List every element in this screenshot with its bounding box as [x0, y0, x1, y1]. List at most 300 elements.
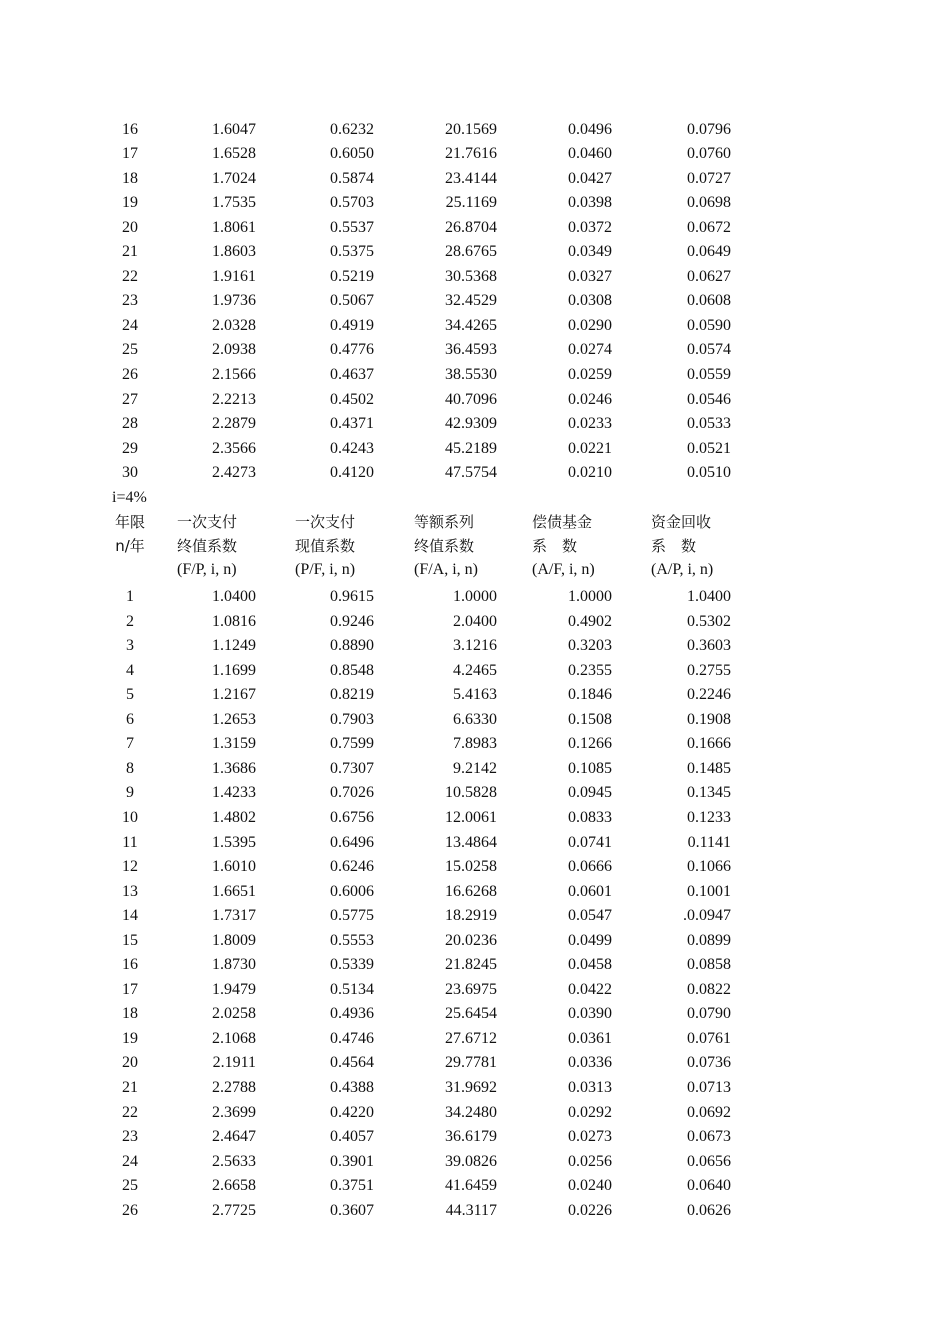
- ap-cell: 0.0559: [687, 366, 731, 383]
- col-header-ap-sub: 系 数: [651, 537, 697, 555]
- year-cell: 30: [122, 464, 138, 482]
- col-header-ap: 资金回收: [651, 513, 712, 531]
- year-cell: 9: [126, 784, 134, 802]
- pf-cell: 0.5874: [330, 169, 374, 187]
- fp-cell: 2.2213: [212, 390, 256, 408]
- fp-cell: 1.1249: [212, 637, 256, 655]
- fp-cell: 2.6658: [212, 1177, 256, 1195]
- pf-cell: 0.4776: [330, 341, 374, 359]
- ap-cell: 0.0627: [687, 267, 731, 285]
- fp-cell: 1.7317: [212, 907, 256, 925]
- ap-cell: 0.0672: [687, 218, 731, 236]
- fa-cell: 6.6330: [453, 710, 497, 728]
- af-cell: 0.0274: [568, 341, 612, 359]
- af-cell: 0.0290: [568, 316, 612, 334]
- fp-cell: 1.9736: [212, 292, 256, 310]
- af-cell: 0.0313: [568, 1079, 612, 1096]
- table-row: [0, 659, 950, 683]
- fa-cell: 2.0400: [453, 612, 497, 630]
- af-cell: 0.1266: [568, 735, 612, 753]
- pf-cell: 0.7903: [330, 710, 374, 728]
- fa-cell: 47.5754: [445, 464, 497, 482]
- pf-cell: 0.7599: [330, 735, 374, 753]
- fa-cell: 32.4529: [445, 292, 497, 310]
- af-cell: 0.0226: [568, 1201, 612, 1219]
- year-cell: 20: [122, 218, 138, 236]
- table-row: [0, 953, 950, 977]
- fp-cell: 2.1068: [212, 1029, 256, 1047]
- year-cell: 12: [122, 858, 138, 876]
- table-row: [0, 412, 950, 436]
- fp-cell: 1.0816: [212, 612, 256, 630]
- pf-cell: 0.4502: [330, 390, 374, 408]
- ap-cell: .0.0947: [683, 907, 731, 925]
- table-row: [0, 216, 950, 240]
- pf-cell: 0.4243: [330, 439, 374, 457]
- ap-cell: 0.0546: [687, 390, 731, 408]
- pf-cell: 0.5375: [330, 243, 374, 261]
- pf-cell: 0.8548: [330, 661, 374, 679]
- fa-cell: 34.4265: [445, 316, 497, 334]
- fa-cell: 20.0236: [445, 931, 497, 949]
- table-row: [0, 585, 950, 609]
- col-header-pf: 一次支付: [295, 513, 356, 531]
- col-header-fa-formula: (F/A, i, n): [414, 561, 478, 578]
- year-cell: 24: [122, 316, 138, 334]
- fa-cell: 25.6454: [445, 1005, 497, 1023]
- table-row: [0, 978, 950, 1002]
- ap-cell: 0.0698: [687, 194, 731, 212]
- ap-cell: 0.1233: [687, 808, 731, 826]
- year-cell: 21: [122, 1079, 138, 1096]
- table-row: [0, 1101, 950, 1125]
- pf-cell: 0.4388: [330, 1079, 374, 1096]
- year-cell: 4: [126, 661, 134, 679]
- year-cell: 26: [122, 366, 138, 383]
- table-row: [0, 1174, 950, 1198]
- year-cell: 23: [122, 292, 138, 310]
- fa-cell: 25.1169: [445, 194, 497, 212]
- table-row: [0, 831, 950, 855]
- af-cell: 0.0256: [568, 1152, 612, 1170]
- af-cell: 0.0945: [568, 784, 612, 802]
- year-cell: 25: [122, 1177, 138, 1195]
- fa-cell: 42.9309: [445, 415, 497, 433]
- fa-cell: 31.9692: [445, 1079, 497, 1096]
- table-row: [0, 167, 950, 191]
- af-cell: 0.0246: [568, 390, 612, 408]
- table-row: [0, 929, 950, 953]
- table-row: [0, 757, 950, 781]
- fp-cell: 2.1911: [212, 1054, 256, 1072]
- year-cell: 25: [122, 341, 138, 359]
- af-cell: 0.0458: [568, 956, 612, 974]
- fp-cell: 1.1699: [212, 661, 256, 679]
- ap-cell: 0.0760: [687, 145, 731, 163]
- ap-cell: 0.0692: [687, 1103, 731, 1121]
- table-row: [0, 855, 950, 879]
- pf-cell: 0.5134: [330, 980, 374, 998]
- ap-cell: 0.0649: [687, 243, 731, 261]
- fp-cell: 1.6528: [212, 145, 256, 163]
- af-cell: 0.0422: [568, 980, 612, 998]
- ap-cell: 0.1141: [687, 833, 731, 851]
- table-row: [0, 338, 950, 362]
- fa-cell: 13.4864: [445, 833, 497, 851]
- fp-cell: 2.5633: [212, 1152, 256, 1170]
- fp-cell: 2.3566: [212, 439, 256, 457]
- ap-cell: 0.1908: [687, 710, 731, 728]
- pf-cell: 0.7307: [330, 759, 374, 777]
- af-cell: 0.0741: [568, 833, 612, 851]
- af-cell: 0.0601: [568, 882, 612, 900]
- col-header-fp: 一次支付: [177, 513, 238, 531]
- pf-cell: 0.6756: [330, 808, 374, 826]
- pf-cell: 0.8219: [330, 686, 374, 704]
- af-cell: 0.0221: [568, 439, 612, 457]
- year-cell: 16: [122, 120, 138, 138]
- table-row: [0, 437, 950, 461]
- fa-cell: 20.1569: [445, 120, 497, 138]
- ap-cell: 0.0790: [687, 1005, 731, 1023]
- ap-cell: 0.0608: [687, 292, 731, 310]
- fa-cell: 3.1216: [453, 637, 497, 655]
- fa-cell: 4.2465: [453, 661, 497, 679]
- af-cell: 0.4902: [568, 612, 612, 630]
- ap-cell: 0.0727: [687, 169, 731, 187]
- table-row: [0, 880, 950, 904]
- pf-cell: 0.5537: [330, 218, 374, 236]
- fp-cell: 1.8730: [212, 956, 256, 974]
- pf-cell: 0.3607: [330, 1201, 374, 1219]
- af-cell: 0.1508: [568, 710, 612, 728]
- pf-cell: 0.6050: [330, 145, 374, 163]
- fp-cell: 2.0328: [212, 316, 256, 334]
- year-cell: 13: [122, 882, 138, 900]
- header-line-3: [0, 558, 950, 582]
- af-cell: 0.0496: [568, 120, 612, 138]
- table-row: [0, 314, 950, 338]
- table-row: [0, 634, 950, 658]
- fp-cell: 1.8009: [212, 931, 256, 949]
- ap-cell: 0.0640: [687, 1177, 731, 1195]
- ap-cell: 0.0822: [687, 980, 731, 998]
- ap-cell: 0.0673: [687, 1128, 731, 1146]
- table-row: [0, 1051, 950, 1075]
- pf-cell: 0.4220: [330, 1103, 374, 1121]
- ap-cell: 0.1001: [687, 882, 731, 900]
- af-cell: 0.1085: [568, 759, 612, 777]
- pf-cell: 0.9615: [330, 588, 374, 605]
- ap-cell: 0.0574: [687, 341, 731, 359]
- interest-rate-label: i=4%: [112, 489, 147, 506]
- fp-cell: 2.0258: [212, 1005, 256, 1023]
- af-cell: 0.0233: [568, 415, 612, 433]
- af-cell: 0.0308: [568, 292, 612, 310]
- year-cell: 26: [122, 1201, 138, 1219]
- ap-cell: 0.0899: [687, 931, 731, 949]
- year-cell: 18: [122, 169, 138, 187]
- ap-cell: 0.0713: [687, 1079, 731, 1096]
- fa-cell: 5.4163: [453, 686, 497, 704]
- year-cell: 3: [126, 637, 134, 655]
- pf-cell: 0.6496: [330, 833, 374, 851]
- year-cell: 6: [126, 710, 134, 728]
- fa-cell: 36.4593: [445, 341, 497, 359]
- af-cell: 0.0292: [568, 1103, 612, 1121]
- ap-cell: 0.3603: [687, 637, 731, 655]
- table-row: [0, 781, 950, 805]
- fp-cell: 1.7535: [212, 194, 256, 212]
- fa-cell: 41.6459: [445, 1177, 497, 1195]
- year-cell: 17: [122, 980, 138, 998]
- pf-cell: 0.5219: [330, 267, 374, 285]
- fp-cell: 1.9479: [212, 980, 256, 998]
- pf-cell: 0.4564: [330, 1054, 374, 1072]
- pf-cell: 0.6006: [330, 882, 374, 900]
- ap-cell: 0.1485: [687, 759, 731, 777]
- ap-cell: 0.0590: [687, 316, 731, 334]
- ap-cell: 0.0626: [687, 1201, 731, 1219]
- year-cell: 15: [122, 931, 138, 949]
- pf-cell: 0.7026: [330, 784, 374, 802]
- af-cell: 0.0460: [568, 145, 612, 163]
- pf-cell: 0.3751: [330, 1177, 374, 1195]
- af-cell: 0.2355: [568, 661, 612, 679]
- pf-cell: 0.6232: [330, 120, 374, 138]
- year-cell: 22: [122, 267, 138, 285]
- ap-cell: 0.0656: [687, 1152, 731, 1170]
- ap-cell: 0.1066: [687, 858, 731, 876]
- fa-cell: 23.6975: [445, 980, 497, 998]
- col-header-years: 年限: [114, 513, 145, 531]
- fa-cell: 29.7781: [445, 1054, 497, 1072]
- table-row: [0, 683, 950, 707]
- pf-cell: 0.5703: [330, 194, 374, 212]
- fp-cell: 1.2167: [212, 686, 256, 704]
- table-row: [0, 289, 950, 313]
- pf-cell: 0.5553: [330, 931, 374, 949]
- fa-cell: 10.5828: [445, 784, 497, 802]
- fa-cell: 36.6179: [445, 1128, 497, 1146]
- col-header-pf-formula: (P/F, i, n): [295, 561, 356, 578]
- col-header-af: 偿债基金: [532, 513, 593, 531]
- fa-cell: 39.0826: [445, 1152, 497, 1170]
- fa-cell: 1.0000: [453, 588, 497, 605]
- col-header-af-formula: (A/F, i, n): [532, 561, 595, 578]
- fp-cell: 1.4233: [212, 784, 256, 802]
- fa-cell: 21.7616: [445, 145, 497, 163]
- pf-cell: 0.6246: [330, 858, 374, 876]
- af-cell: 0.0833: [568, 808, 612, 826]
- table-row: [0, 1199, 950, 1223]
- year-cell: 1: [126, 588, 134, 605]
- ap-cell: 0.0761: [687, 1029, 731, 1047]
- af-cell: 0.0349: [568, 243, 612, 261]
- year-cell: 23: [122, 1128, 138, 1146]
- year-cell: 19: [122, 194, 138, 212]
- pf-cell: 0.4120: [330, 464, 374, 482]
- fp-cell: 2.2788: [212, 1079, 256, 1096]
- col-header-fa-sub: 终值系数: [414, 537, 475, 555]
- af-cell: 0.0361: [568, 1029, 612, 1047]
- year-cell: 11: [122, 833, 138, 851]
- ap-cell: 1.0400: [687, 588, 731, 605]
- fa-cell: 28.6765: [445, 243, 497, 261]
- year-cell: 10: [122, 808, 138, 826]
- year-cell: 5: [126, 686, 134, 704]
- pf-cell: 0.8890: [330, 637, 374, 655]
- pf-cell: 0.4919: [330, 316, 374, 334]
- year-cell: 18: [122, 1005, 138, 1023]
- fp-cell: 1.0400: [212, 588, 256, 605]
- fp-cell: 1.4802: [212, 808, 256, 826]
- table-row: [0, 708, 950, 732]
- pf-cell: 0.5339: [330, 956, 374, 974]
- table-row: [0, 191, 950, 215]
- table-row: [0, 1125, 950, 1149]
- fp-cell: 1.3159: [212, 735, 256, 753]
- fp-cell: 2.2879: [212, 415, 256, 433]
- ap-cell: 0.0796: [687, 120, 731, 138]
- ap-cell: 0.1666: [687, 735, 731, 753]
- fp-cell: 1.8603: [212, 243, 256, 261]
- year-cell: 7: [126, 735, 134, 753]
- fp-cell: 1.5395: [212, 833, 256, 851]
- fa-cell: 38.5530: [445, 366, 497, 383]
- af-cell: 0.0547: [568, 907, 612, 925]
- fp-cell: 2.1566: [212, 366, 256, 383]
- pf-cell: 0.5775: [330, 907, 374, 925]
- ap-cell: 0.5302: [687, 612, 731, 630]
- fa-cell: 26.8704: [445, 218, 497, 236]
- table-row: [0, 363, 950, 387]
- table-row: [0, 118, 950, 142]
- af-cell: 0.0427: [568, 169, 612, 187]
- fa-cell: 9.2142: [453, 759, 497, 777]
- fa-cell: 16.6268: [445, 882, 497, 900]
- fp-cell: 1.6010: [212, 858, 256, 876]
- fp-cell: 1.2653: [212, 710, 256, 728]
- af-cell: 0.0210: [568, 464, 612, 482]
- fa-cell: 23.4144: [445, 169, 497, 187]
- year-cell: 21: [122, 243, 138, 261]
- year-cell: 17: [122, 145, 138, 163]
- af-cell: 0.0336: [568, 1054, 612, 1072]
- year-cell: 2: [126, 612, 134, 630]
- fp-cell: 1.6651: [212, 882, 256, 900]
- col-header-years-unit: n/年: [115, 537, 145, 555]
- pf-cell: 0.4057: [330, 1128, 374, 1146]
- pf-cell: 0.4936: [330, 1005, 374, 1023]
- fa-cell: 44.3117: [445, 1201, 497, 1219]
- fp-cell: 1.7024: [212, 169, 256, 187]
- fp-cell: 2.0938: [212, 341, 256, 359]
- col-header-af-sub: 系 数: [532, 537, 578, 555]
- year-cell: 14: [122, 907, 138, 925]
- fa-cell: 21.8245: [445, 956, 497, 974]
- fp-cell: 2.3699: [212, 1103, 256, 1121]
- table-row: [0, 461, 950, 485]
- year-cell: 29: [122, 439, 138, 457]
- col-header-fa: 等额系列: [414, 513, 475, 531]
- table-row: [0, 806, 950, 830]
- table-row: [0, 904, 950, 928]
- table-row: [0, 1076, 950, 1100]
- pf-cell: 0.4637: [330, 366, 374, 383]
- af-cell: 0.3203: [568, 637, 612, 655]
- fa-cell: 12.0061: [445, 808, 497, 826]
- table-row: [0, 732, 950, 756]
- table-row: [0, 388, 950, 412]
- table-row: [0, 1150, 950, 1174]
- fa-cell: 30.5368: [445, 267, 497, 285]
- pf-cell: 0.9246: [330, 612, 374, 630]
- ap-cell: 0.0510: [687, 464, 731, 482]
- ap-cell: 0.0521: [687, 439, 731, 457]
- fa-cell: 45.2189: [445, 439, 497, 457]
- fp-cell: 1.6047: [212, 120, 256, 138]
- af-cell: 0.0398: [568, 194, 612, 212]
- col-header-ap-formula: (A/P, i, n): [651, 561, 714, 578]
- table-row: [0, 265, 950, 289]
- pf-cell: 0.4371: [330, 415, 374, 433]
- table-row: [0, 610, 950, 634]
- fa-cell: 40.7096: [445, 390, 497, 408]
- table-row: [0, 142, 950, 166]
- af-cell: 0.0499: [568, 931, 612, 949]
- ap-cell: 0.2246: [687, 686, 731, 704]
- year-cell: 19: [122, 1029, 138, 1047]
- pf-cell: 0.4746: [330, 1029, 374, 1047]
- header-line-1: [0, 510, 950, 534]
- year-cell: 28: [122, 415, 138, 433]
- header-line-2: [0, 534, 950, 558]
- fp-cell: 1.8061: [212, 218, 256, 236]
- fa-cell: 34.2480: [445, 1103, 497, 1121]
- year-cell: 8: [126, 759, 134, 777]
- ap-cell: 0.1345: [687, 784, 731, 802]
- af-cell: 0.0390: [568, 1005, 612, 1023]
- year-cell: 16: [122, 956, 138, 974]
- year-cell: 27: [122, 390, 138, 408]
- fp-cell: 2.7725: [212, 1201, 256, 1219]
- fa-cell: 15.0258: [445, 858, 497, 876]
- ap-cell: 0.0736: [687, 1054, 731, 1072]
- af-cell: 0.0372: [568, 218, 612, 236]
- col-header-fp-sub: 终值系数: [177, 537, 238, 555]
- af-cell: 0.0240: [568, 1177, 612, 1195]
- col-header-fp-formula: (F/P, i, n): [177, 561, 237, 578]
- af-cell: 0.0273: [568, 1128, 612, 1146]
- fa-cell: 27.6712: [445, 1029, 497, 1047]
- fp-cell: 1.9161: [212, 267, 256, 285]
- year-cell: 20: [122, 1054, 138, 1072]
- ap-cell: 0.2755: [687, 661, 731, 679]
- af-cell: 0.0666: [568, 858, 612, 876]
- fa-cell: 7.8983: [453, 735, 497, 753]
- af-cell: 1.0000: [568, 588, 612, 605]
- col-header-pf-sub: 现值系数: [295, 537, 356, 555]
- af-cell: 0.0327: [568, 267, 612, 285]
- fp-cell: 1.3686: [212, 759, 256, 777]
- year-cell: 24: [122, 1152, 138, 1170]
- fp-cell: 2.4273: [212, 464, 256, 482]
- table-row: [0, 1002, 950, 1026]
- fa-cell: 18.2919: [445, 907, 497, 925]
- table-row: [0, 1027, 950, 1051]
- ap-cell: 0.0858: [687, 956, 731, 974]
